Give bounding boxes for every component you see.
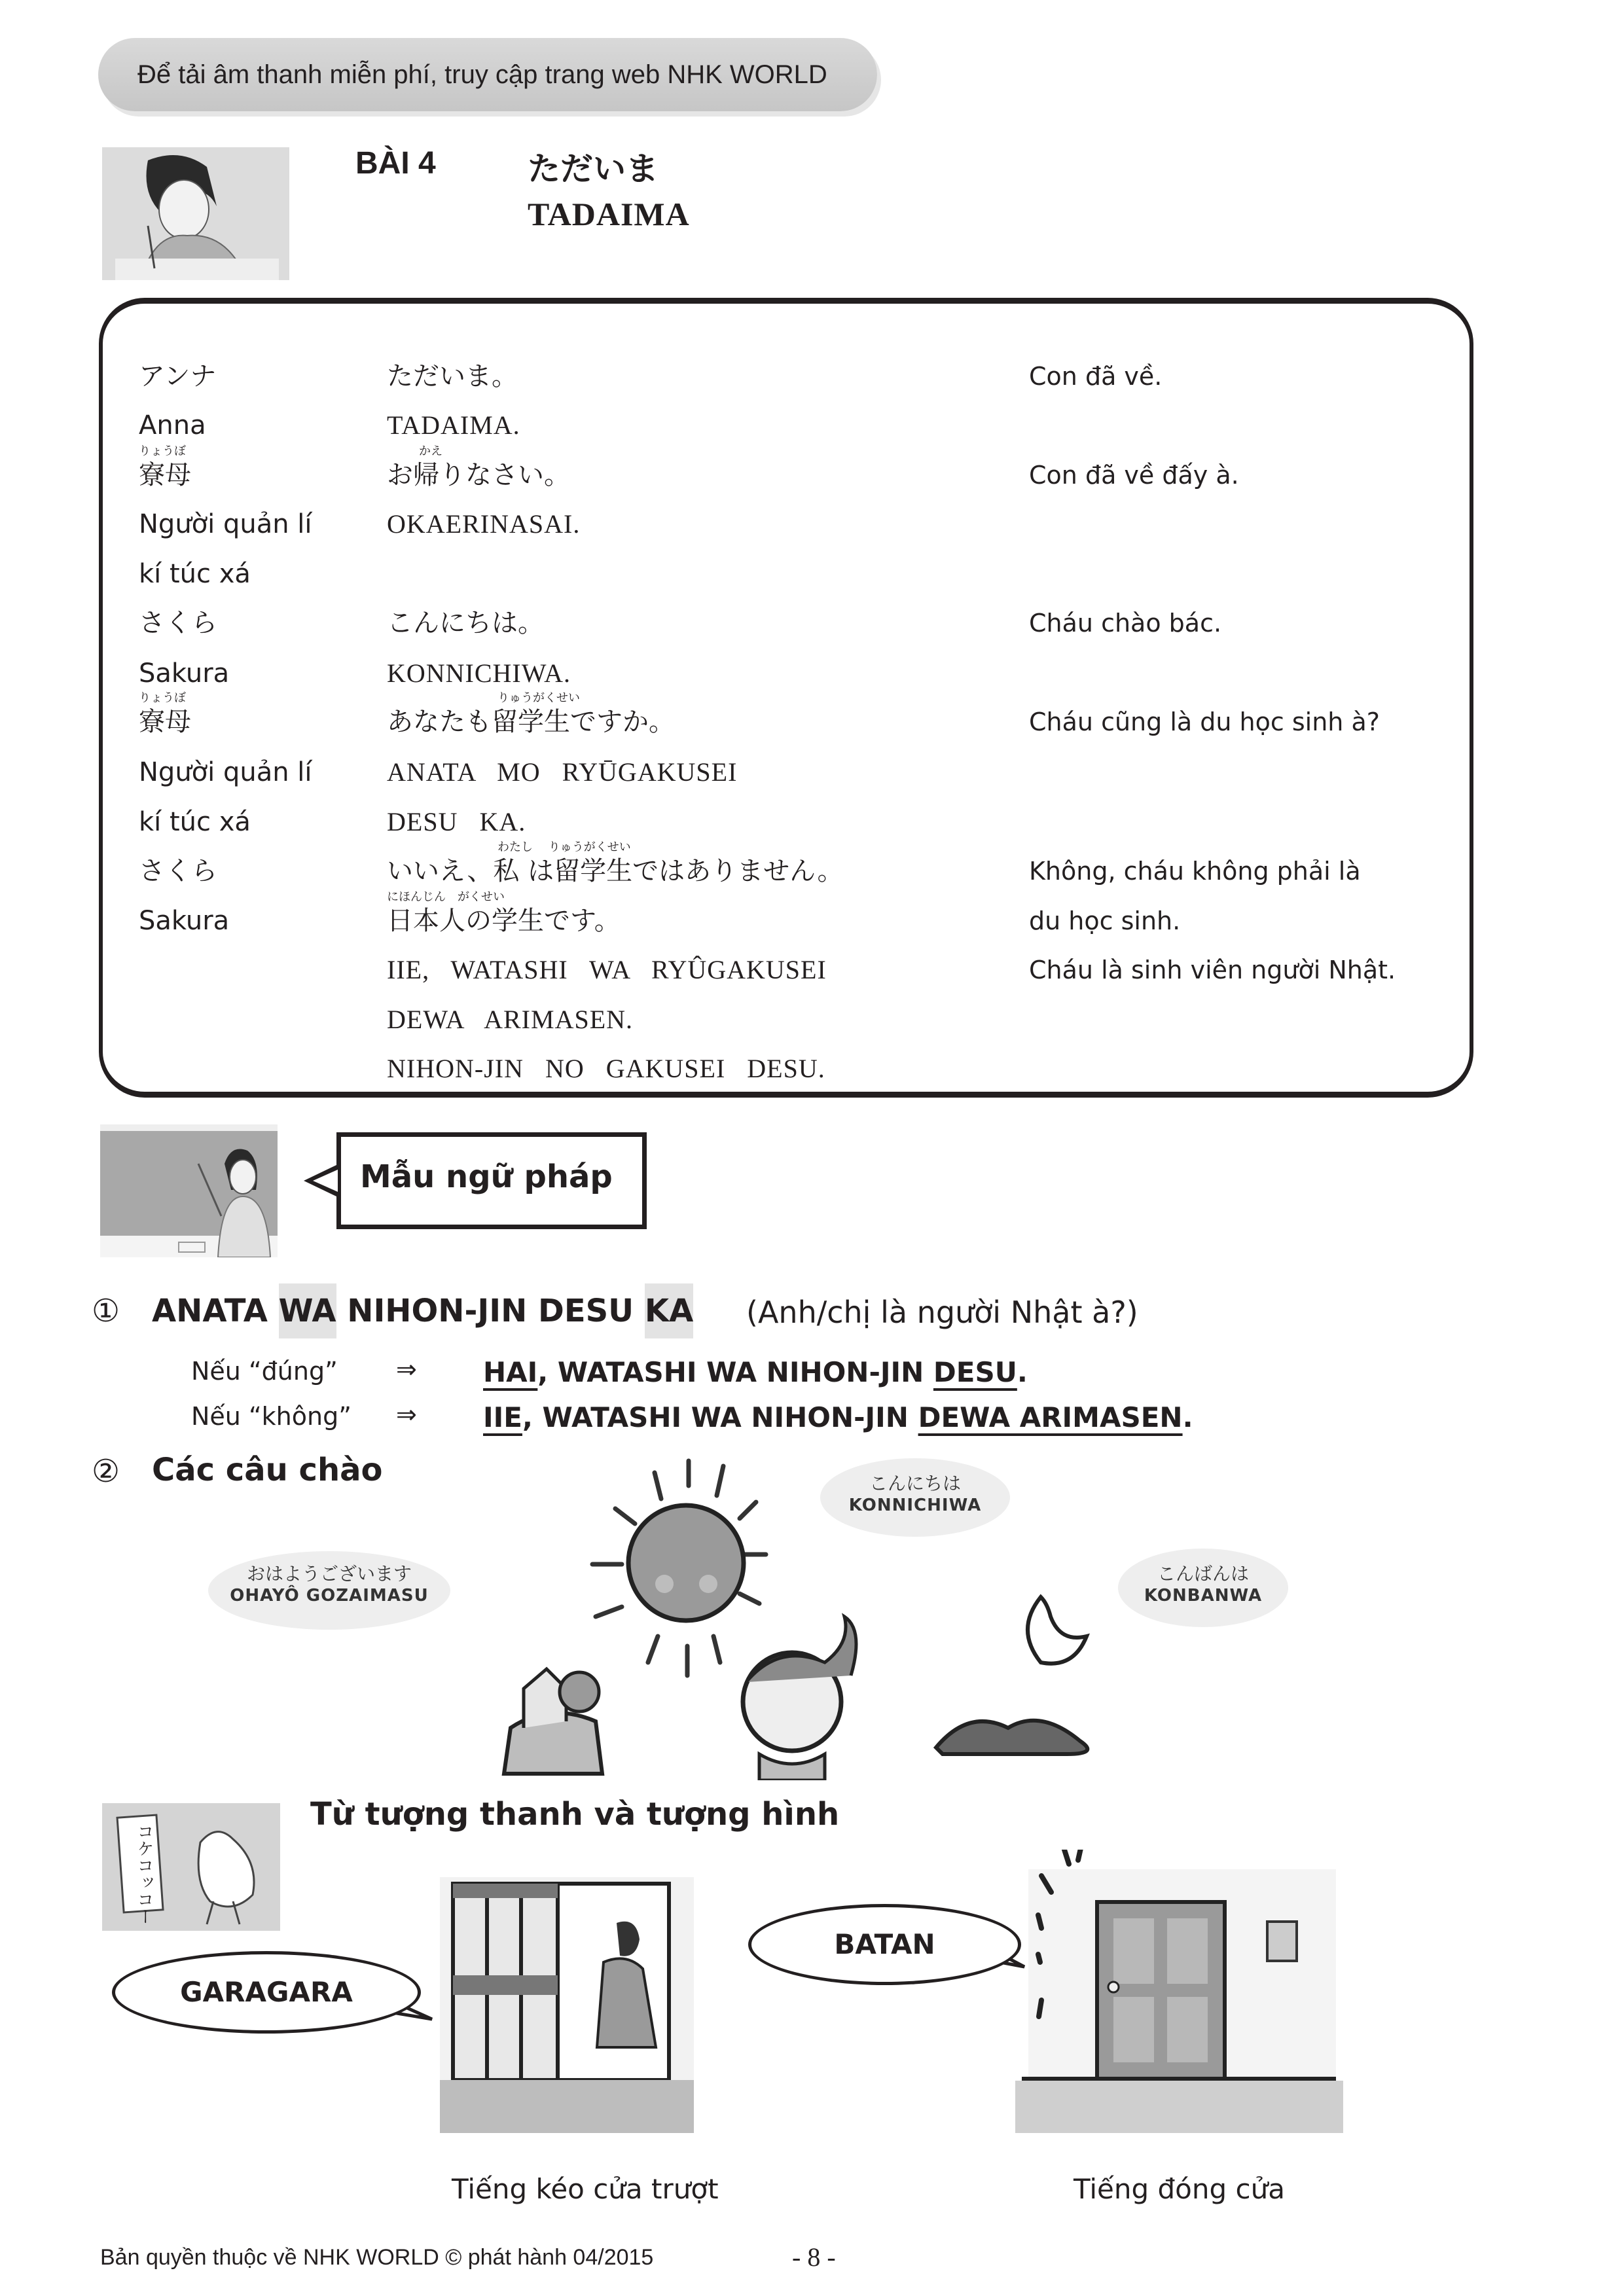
dialogue-translation: Không, cháu không phải là <box>1029 857 1361 886</box>
dialogue-line: KONNICHIWA. <box>387 658 571 688</box>
download-banner-text: Để tải âm thanh miễn phí, truy cập trang web NHK WORLD <box>137 60 827 89</box>
sun <box>628 1505 744 1621</box>
answer-dewa-arimasen: DEWA ARIMASEN <box>918 1401 1183 1433</box>
greeting-romaji: OHAYÔ GOZAIMASU <box>230 1586 429 1605</box>
teacher-illustration <box>100 1124 278 1257</box>
greeting-romaji: KONNICHIWA <box>848 1496 982 1515</box>
dialogue-line: DESU KA. <box>387 807 526 836</box>
dialogue-line: こんにちは。 <box>387 608 544 638</box>
speaker-furigana: りょうぼ <box>139 691 186 705</box>
onomatopoeia-title: Từ tượng thanh và tượng hình <box>310 1796 840 1833</box>
speaker-furigana: りょうぼ <box>139 444 186 458</box>
dialogue-line: NIHON-JIN NO GAKUSEI DESU. <box>387 1054 825 1083</box>
pattern-particle-wa: WA <box>279 1283 336 1338</box>
dialogue-translation: Cháu là sinh viên người Nhật. <box>1029 956 1396 984</box>
chicken-sign-text: コケコッコー <box>134 1823 154 1925</box>
greetings-title: Các câu chào <box>152 1452 383 1488</box>
dialogue-translation: Con đã về. <box>1029 362 1163 391</box>
dialogue-speaker: 寮母 <box>139 707 191 737</box>
batan-bubble: BATAN <box>748 1904 1021 1985</box>
greeting-jp: こんばんは <box>1157 1563 1249 1585</box>
point-2-number: ② <box>92 1453 120 1490</box>
dialogue-translation: Cháu chào bác. <box>1029 609 1222 637</box>
grammar-pattern <box>152 1293 693 1329</box>
pattern-particle-ka: KA <box>645 1283 693 1338</box>
answer-desu: DESU <box>933 1356 1017 1388</box>
dialogue-speaker: Sakura <box>139 906 230 936</box>
dialogue-translation: Con đã về đấy à. <box>1029 461 1239 490</box>
lesson-title-jp: ただいま <box>528 150 659 188</box>
chicken-illustration <box>102 1803 280 1931</box>
dialogue-line: TADAIMA. <box>387 410 520 440</box>
dialogue-speaker: さくら <box>139 608 217 638</box>
greeting-jp: おはようございます <box>246 1563 412 1585</box>
dialogue-speaker: Người quản lí <box>139 757 312 787</box>
dialogue-speaker: さくら <box>139 856 217 886</box>
garagara-bubble: GARAGARA <box>112 1951 421 2034</box>
dialogue-line: 日本人の学生です。 <box>387 906 621 936</box>
dialogue-translation: Cháu cũng là du học sinh à? <box>1029 708 1380 736</box>
sliding-door-illustration <box>440 1877 694 2133</box>
answer-part: , WATASHI WA NIHON-JIN <box>522 1401 918 1433</box>
answer-iie: IIE <box>483 1401 522 1433</box>
dialogue-line: あなたも留学生ですか。 <box>387 707 675 737</box>
dialogue-line: DEWA ARIMASEN. <box>387 1005 634 1034</box>
moon <box>1028 1597 1087 1664</box>
answer-part: . <box>1182 1401 1193 1433</box>
line-furigana: りゅうがくせい <box>497 691 580 705</box>
copyright-footer: Bản quyền thuộc về NHK WORLD © phát hành 04/2015 <box>100 2245 654 2270</box>
dialogue-translation: du học sinh. <box>1029 906 1181 935</box>
speech-tail-inner <box>313 1170 338 1192</box>
answer-part: . <box>1017 1356 1028 1388</box>
arrow-icon: ⇒ <box>396 1400 417 1429</box>
dialogue-speaker: Sakura <box>139 658 230 689</box>
dialogue-line: いいえ、私 は留学生ではありません。 <box>387 856 844 886</box>
greeting-romaji: KONBANWA <box>1144 1586 1263 1605</box>
closing-door-caption: Tiếng đóng cửa <box>1074 2173 1285 2205</box>
mountains <box>936 1721 1087 1754</box>
lesson-number: BÀI 4 <box>355 146 436 181</box>
greeting-jp: こんにちは <box>869 1473 961 1494</box>
dialogue-speaker: アンナ <box>139 361 217 391</box>
closing-door-illustration <box>1015 1850 1343 2140</box>
pattern-part: ANATA <box>152 1293 279 1329</box>
pattern-translation: (Anh/chị là người Nhật à?) <box>746 1295 1138 1330</box>
greeting-bubble-ohayo <box>208 1551 450 1630</box>
arrow-icon: ⇒ <box>396 1355 417 1384</box>
dialogue-line: お帰りなさい。 <box>387 460 570 490</box>
dialogue-speaker: 寮母 <box>139 460 191 490</box>
greeting-bubble-konnichiwa <box>820 1458 1010 1537</box>
page-number: - 8 - <box>792 2242 836 2272</box>
yes-label: Nếu “đúng” <box>191 1357 338 1386</box>
sliding-door-caption: Tiếng kéo cửa trượt <box>452 2173 719 2205</box>
dialogue-speaker: kí túc xá <box>139 559 251 589</box>
point-1-number: ① <box>92 1293 120 1329</box>
pattern-part: NIHON-JIN DESU <box>336 1293 645 1329</box>
dialogue-line: ただいま。 <box>387 361 518 391</box>
lesson-title-romaji: TADAIMA <box>528 196 690 232</box>
line-furigana: にほんじん がくせい <box>387 890 505 904</box>
dialogue-line: IIE, WATASHI WA RYÛGAKUSEI <box>387 955 827 984</box>
dialogue-speaker: kí túc xá <box>139 807 251 837</box>
dialogue-line: OKAERINASAI. <box>387 509 581 539</box>
dialogue-line: ANATA MO RYŪGAKUSEI <box>387 757 738 787</box>
line-furigana: わたし りゅうがくせい <box>497 840 631 854</box>
answer-hai: HAI <box>483 1356 538 1388</box>
greeting-bubble-konbanwa <box>1118 1549 1288 1627</box>
yes-answer <box>483 1356 1028 1388</box>
no-answer <box>483 1401 1193 1433</box>
answer-part: , WATASHI WA NIHON-JIN <box>537 1356 933 1388</box>
student-illustration <box>102 147 289 280</box>
grammar-title: Mẫu ngữ pháp <box>360 1158 613 1195</box>
line-furigana: かえ <box>419 444 442 458</box>
no-label: Nếu “không” <box>191 1402 352 1431</box>
dialogue-speaker: Anna <box>139 410 206 440</box>
dialogue-speaker: Người quản lí <box>139 509 312 539</box>
